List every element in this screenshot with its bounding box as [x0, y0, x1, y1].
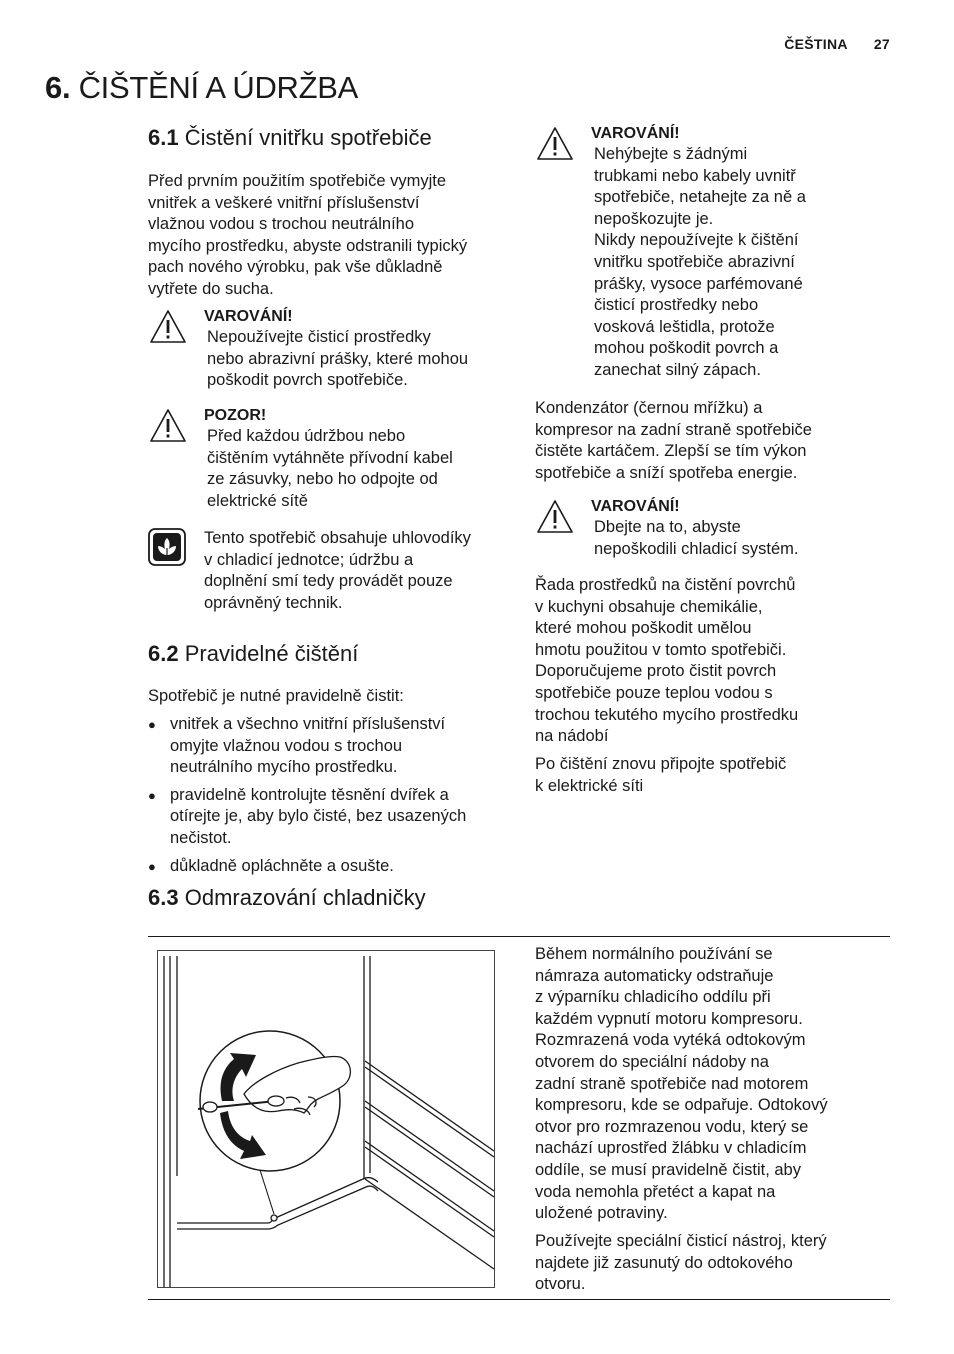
text-line: zadní straně spotřebiče nad motorem: [535, 1074, 809, 1093]
text-line: elektrické sítě: [207, 491, 308, 510]
text-line: Během normálního používání se: [535, 945, 773, 963]
eco-note-block: [148, 528, 513, 614]
caution-title: POZOR!: [204, 407, 267, 424]
text-line: otvorem do speciální nádoby na: [535, 1052, 769, 1071]
text-line: otvor pro rozmrazenou vodu, který se: [535, 1117, 809, 1136]
warning-title: VAROVÁNÍ!: [591, 125, 680, 142]
sec2-intro: Spotřebič je nutné pravidelně čistit:: [148, 687, 404, 705]
drain-cleaning-drawing: [158, 951, 494, 1287]
text-line: Po čištění znovu připojte spotřebič: [535, 755, 787, 773]
defrost-illustration: [157, 950, 495, 1288]
warning-title: VAROVÁNÍ!: [591, 498, 680, 515]
list-item: [148, 856, 513, 878]
text-line: voda nemohla přetéct a kapat na: [535, 1182, 776, 1201]
section-number: 6.3: [148, 885, 179, 910]
text-line: ze zásuvky, nebo ho odpojte od: [207, 470, 438, 489]
cleaning-list: [148, 714, 513, 883]
list-item: [148, 785, 513, 850]
condenser-paragraph: [535, 398, 895, 484]
text-line: oddíle, se musí pravidelně čistit, aby: [535, 1160, 801, 1179]
section-number: 6.1: [148, 125, 179, 150]
text-line: poškodit povrch spotřebiče.: [207, 371, 408, 390]
text-line: čistěte kartáčem. Zlepší se tím výkon: [535, 442, 807, 461]
warning-triangle-icon: [535, 497, 575, 537]
text-line: na nádobí: [535, 727, 609, 746]
warning-title: VAROVÁNÍ!: [204, 308, 293, 325]
text-line: kompresor na zadní straně spotřebiče: [535, 420, 812, 439]
section-6-2-heading: [148, 641, 513, 667]
text-line: Nehýbejte s žádnými: [594, 145, 748, 163]
chemicals-paragraph: [535, 575, 895, 748]
text-line: otvoru.: [535, 1275, 586, 1294]
caution-block: [148, 406, 513, 512]
text-line: ● důkladně opláchněte a osušte.: [170, 856, 394, 875]
text-line: Nikdy nepoužívejte k čištění: [594, 231, 799, 250]
warning-triangle-icon: [148, 307, 188, 347]
chapter-number: 6.: [45, 70, 71, 105]
text-line: mohou poškodit povrch a: [594, 339, 779, 358]
text-line: Doporučujeme proto čistit povrch: [535, 662, 777, 681]
text-line: vnitřek a veškeré vnitřní příslušenství: [148, 193, 420, 212]
flower-eco-icon: [148, 528, 186, 566]
section-6-3-heading: [148, 885, 513, 911]
section-title: Odmrazování chladničky: [184, 885, 426, 910]
text-line: vosková leštidla, protože: [594, 317, 775, 336]
text-line: omyjte vlažnou vodou s trochou: [170, 736, 403, 755]
text-line: hmotu použitou v tomto spotřebiči.: [535, 640, 787, 659]
text-line: nečistot.: [170, 828, 232, 847]
text-line: pach nového výrobku, pak vše důkladně: [148, 258, 443, 277]
text-line: v kuchyni obsahuje chemikálie,: [535, 597, 763, 616]
text-line: mycího prostředku, abyste odstranili typický: [148, 236, 468, 255]
text-line: každém vypnutí motoru kompresoru.: [535, 1009, 803, 1028]
defrost-paragraph-1: [535, 944, 895, 1225]
text-line: Řada prostředků na čistění povrchů: [535, 576, 796, 594]
text-line: ● pravidelně kontrolujte těsnění dvířek a: [170, 785, 449, 804]
text-line: vnitřku spotřebiče abrazivní: [594, 252, 795, 271]
text-line: spotřebiče, netahejte za ně a: [594, 188, 806, 207]
text-line: čištěním vytáhněte přívodní kabel: [207, 448, 453, 467]
page-header: [784, 36, 890, 52]
text-line: spotřebiče pouze teplou vodou s: [535, 683, 773, 702]
text-line: které mohou poškodit umělou: [535, 619, 752, 638]
text-line: čisticí prostředky nebo: [594, 296, 759, 315]
text-line: námraza automaticky odstraňuje: [535, 966, 774, 985]
text-line: oprávněný technik.: [204, 593, 343, 612]
text-line: Dbejte na to, abyste: [594, 518, 741, 536]
text-line: najdete již zasunutý do odtokového: [535, 1253, 793, 1272]
text-line: v chladicí jednotce; údržbu a: [204, 550, 414, 569]
warning-block-1: [148, 307, 513, 392]
text-line: nachází uprostřed žlábku v chladicím: [535, 1139, 807, 1158]
warning-block-3: [535, 497, 895, 560]
text-line: Tento spotřebič obsahuje uhlovodíky: [204, 529, 471, 547]
text-line: Používejte speciální čisticí nástroj, který: [535, 1232, 827, 1250]
text-line: uložené potraviny.: [535, 1204, 668, 1223]
text-line: ● vnitřek a všechno vnitřní příslušenství: [170, 715, 446, 733]
text-line: otírejte je, aby bylo čisté, bez usazených: [170, 807, 467, 826]
text-line: k elektrické síti: [535, 776, 644, 795]
text-line: prášky, vysoce parfémované: [594, 274, 803, 293]
chapter-title: [45, 70, 358, 106]
sec1-intro: [148, 171, 513, 301]
list-item: [148, 714, 513, 779]
section-6-1-heading: [148, 125, 513, 151]
text-line: kompresoru, kde se odpařuje. Odtokový: [535, 1096, 828, 1115]
text-line: spotřebiče a sníží spotřeba energie.: [535, 463, 798, 482]
page-number: 27: [873, 36, 890, 52]
text-line: trochou tekutého mycího prostředku: [535, 705, 799, 724]
divider-bottom: [148, 1299, 890, 1300]
warning-triangle-icon: [148, 406, 188, 446]
text-line: nepoškodili chladicí systém.: [594, 539, 799, 558]
warning-triangle-icon: [535, 124, 575, 164]
warning-block-2: [535, 124, 895, 382]
text-line: vytřete do sucha.: [148, 279, 274, 298]
text-line: trubkami nebo kabely uvnitř: [594, 166, 796, 185]
reconnect-paragraph: [535, 754, 895, 797]
text-line: Kondenzátor (černou mřížku) a: [535, 399, 763, 417]
text-line: Rozmrazená voda vytéká odtokovým: [535, 1031, 806, 1050]
defrost-paragraph-2: [535, 1231, 895, 1296]
text-line: Nepoužívejte čisticí prostředky: [207, 328, 431, 346]
text-line: neutrálního mycího prostředku.: [170, 758, 398, 777]
divider-top: [148, 936, 890, 937]
section-title: Pravidelné čištění: [184, 641, 359, 666]
text-line: z výparníku chladicího oddílu při: [535, 988, 771, 1007]
section-number: 6.2: [148, 641, 179, 666]
text-line: Před prvním použitím spotřebiče vymyjte: [148, 172, 447, 190]
chapter-title-text: ČIŠTĚNÍ A ÚDRŽBA: [78, 70, 359, 105]
text-line: Před každou údržbou nebo: [207, 427, 406, 445]
text-line: nepoškozujte je.: [594, 209, 714, 228]
text-line: nebo abrazivní prášky, které mohou: [207, 349, 469, 368]
section-title: Čistění vnitřku spotřebiče: [184, 125, 432, 150]
text-line: doplnění smí tedy provádět pouze: [204, 572, 453, 591]
text-line: vlažnou vodou s trochou neutrálního: [148, 215, 415, 234]
text-line: zanechat silný zápach.: [594, 360, 761, 379]
language-label: ČEŠTINA: [784, 36, 848, 52]
